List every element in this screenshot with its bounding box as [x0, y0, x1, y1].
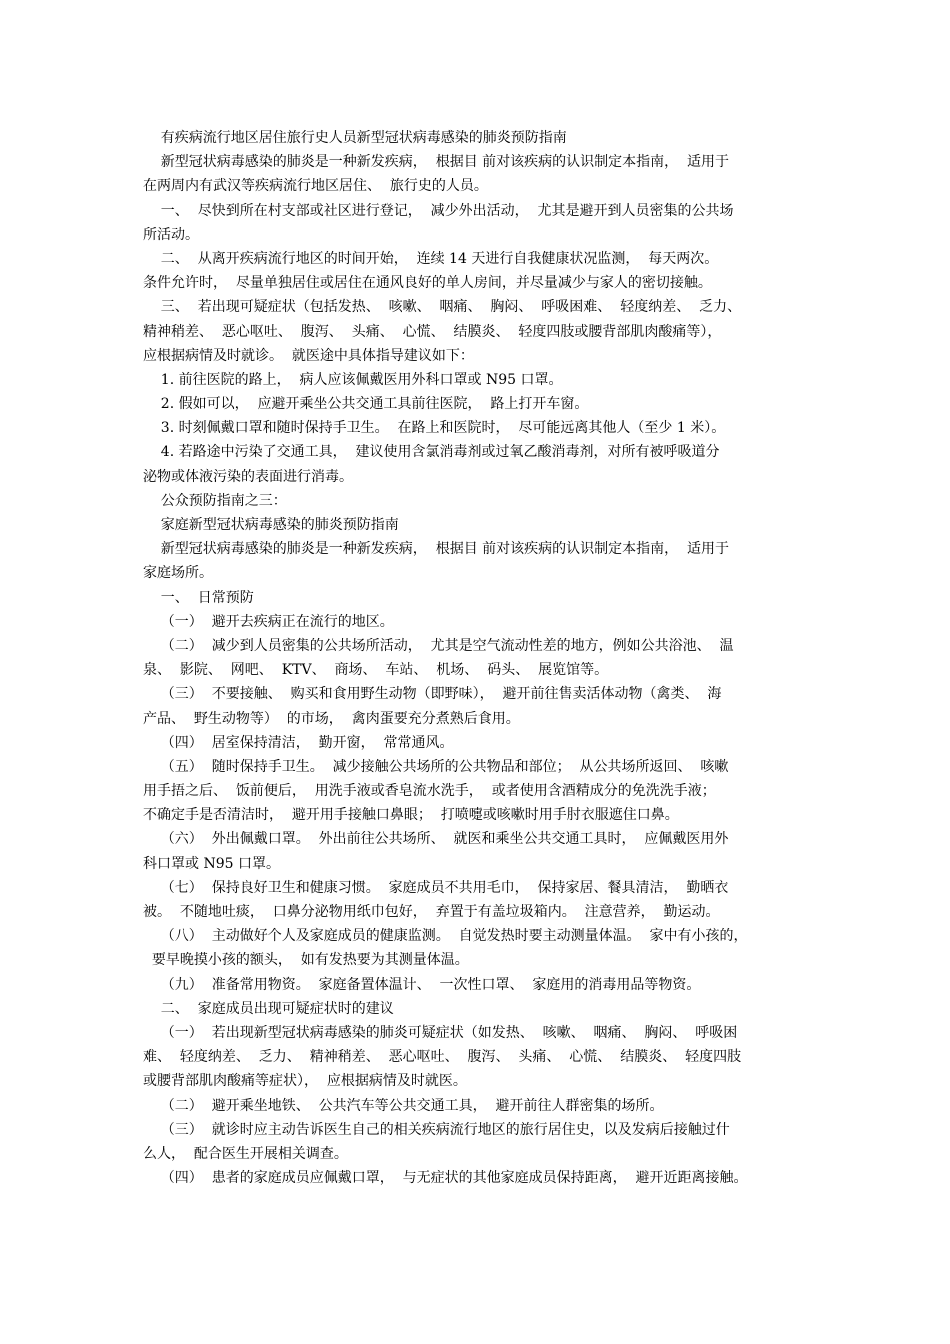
text-line: 在两周内有武汉等疾病流行地区居住、 旅行史的人员。 [143, 178, 488, 195]
text-line: 公众预防指南之三： [143, 492, 287, 509]
text-line: 不确定手是否清洁时， 避开用手接触口鼻眼； 打喷嚏或咳嗽时用手肘衣服遮住口鼻。 [143, 807, 679, 824]
text-line: 4. 若路途中污染了交通工具， 建议使用含氯消毒剂或过氧乙酸消毒剂，对所有被呼吸道分 [143, 444, 720, 461]
text-line: （六） 外出佩戴口罩。 外出前往公共场所、 就医和乘坐公共交通工具时， 应佩戴医用外 [143, 831, 729, 848]
text-line: 被。 不随地吐痰， 口鼻分泌物用纸巾包好， 弃置于有盖垃圾箱内。 注意营养， 勤运动。 [143, 904, 720, 920]
text-line: 二、 从离开疾病流行地区的时间开始， 连续 14 天进行自我健康状况监测， 每天两次。 [143, 250, 719, 267]
text-line: 2. 假如可以， 应避开乘坐公共交通工具前往医院， 路上打开车窗。 [143, 396, 589, 413]
text-line: （三） 不要接触、 购买和食用野生动物（即野味）， 避开前往售卖活体动物（禽类、 海 [143, 686, 722, 703]
text-line: 家庭场所。 [143, 565, 213, 582]
text-line: （一） 避开去疾病正在流行的地区。 [143, 613, 394, 630]
text-line: （九） 准备常用物资。 家庭备置体温计、 一次性口罩、 家庭用的消毒用品等物资。 [143, 976, 701, 993]
text-line: （四） 患者的家庭成员应佩戴口罩， 与无症状的其他家庭成员保持距离， 避开近距离接触。 [143, 1170, 748, 1187]
text-line: 二、 家庭成员出现可疑症状时的建议 [143, 1000, 394, 1017]
text-line: 么人， 配合医生开展相关调查。 [143, 1145, 348, 1162]
text-line: 家庭新型冠状病毒感染的肺炎预防指南 [143, 517, 399, 533]
text-line: （四） 居室保持清洁， 勤开窗， 常常通风。 [143, 734, 454, 751]
text-line: （七） 保持良好卫生和健康习惯。 家庭成员不共用毛巾， 保持家居、餐具清洁， 勤晒衣 [143, 879, 729, 896]
text-line: （一） 若出现新型冠状病毒感染的肺炎可疑症状（如发热、 咳嗽、 咽痛、 胸闷、 呼吸困 [143, 1024, 738, 1041]
text-line: 条件允许时， 尽量单独居住或居住在通风良好的单人房间，并尽量减少与家人的密切接触。 [143, 275, 712, 292]
text-line: 科口罩或 N95 口罩。 [143, 855, 280, 872]
text-line: 或腰背部肌肉酸痛等症状）， 应根据病情及时就医。 [143, 1073, 467, 1090]
text-line: 一、 尽快到所在村支部或社区进行登记， 减少外出活动， 尤其是避开到人员密集的公共场 [143, 202, 734, 219]
text-line: 有疾病流行地区居住旅行史人员新型冠状病毒感染的肺炎预防指南 [143, 130, 567, 146]
text-line: 泌物或体液污染的表面进行消毒。 [143, 468, 353, 485]
text-line: （三） 就诊时应主动告诉医生自己的相关疾病流行地区的旅行居住史，以及发病后接触过什 [143, 1121, 730, 1138]
text-line: 用手捂之后、 饭前便后， 用洗手液或香皂流水洗手， 或者使用含酒精成分的免洗洗手液； [143, 783, 716, 800]
text-line: （二） 减少到人员密集的公共场所活动， 尤其是空气流动性差的地方，例如公共浴池、 温 [143, 637, 734, 654]
text-line: 精神稍差、 恶心呕吐、 腹泻、 头痛、 心慌、 结膜炎、 轻度四肢或腰背部肌肉酸痛等）， [143, 323, 722, 340]
text-line: （八） 主动做好个人及家庭成员的健康监测。 自觉发热时要主动测量体温。 家中有小孩的， [143, 928, 748, 945]
text-line: 产品、 野生动物等） 的市场， 禽肉蛋要充分煮熟后食用。 [143, 710, 520, 727]
text-line: 泉、 影院、 网吧、 KTV、 商场、 车站、 机场、 码头、 展览馆等。 [143, 662, 609, 679]
text-line: （五） 随时保持手卫生。 减少接触公共场所的公共物品和部位； 从公共场所返回、 咳嗽 [143, 758, 729, 775]
text-line: 所活动。 [143, 226, 199, 243]
text-line: 一、 日常预防 [143, 589, 254, 606]
text-line: 难、 轻度纳差、 乏力、 精神稍差、 恶心呕吐、 腹泻、 头痛、 心慌、 结膜炎、 轻度四肢 [143, 1049, 742, 1066]
document-body [143, 126, 823, 1190]
text-line: 3. 时刻佩戴口罩和随时保持手卫生。 在路上和医院时， 尽可能远离其他人（至少 1 米）。 [143, 420, 726, 437]
text-line: 要早晚摸小孩的额头， 如有发热要为其测量体温。 [143, 952, 469, 969]
text-line: （二） 避开乘坐地铁、 公共汽车等公共交通工具， 避开前往人群密集的场所。 [143, 1097, 664, 1114]
text-line: 1. 前往医院的路上， 病人应该佩戴医用外科口罩或 N95 口罩。 [143, 371, 563, 388]
text-line: 新型冠状病毒感染的肺炎是一种新发疾病， 根据目 前对该疾病的认识制定本指南， 适用于 [143, 154, 730, 171]
text-line: 应根据病情及时就诊。 就医途中具体指导建议如下： [143, 347, 474, 364]
text-line: 新型冠状病毒感染的肺炎是一种新发疾病， 根据目 前对该疾病的认识制定本指南， 适用于 [143, 541, 730, 558]
text-line: 三、 若出现可疑症状（包括发热、 咳嗽、 咽痛、 胸闷、 呼吸困难、 轻度纳差、 乏力、 [143, 299, 742, 316]
